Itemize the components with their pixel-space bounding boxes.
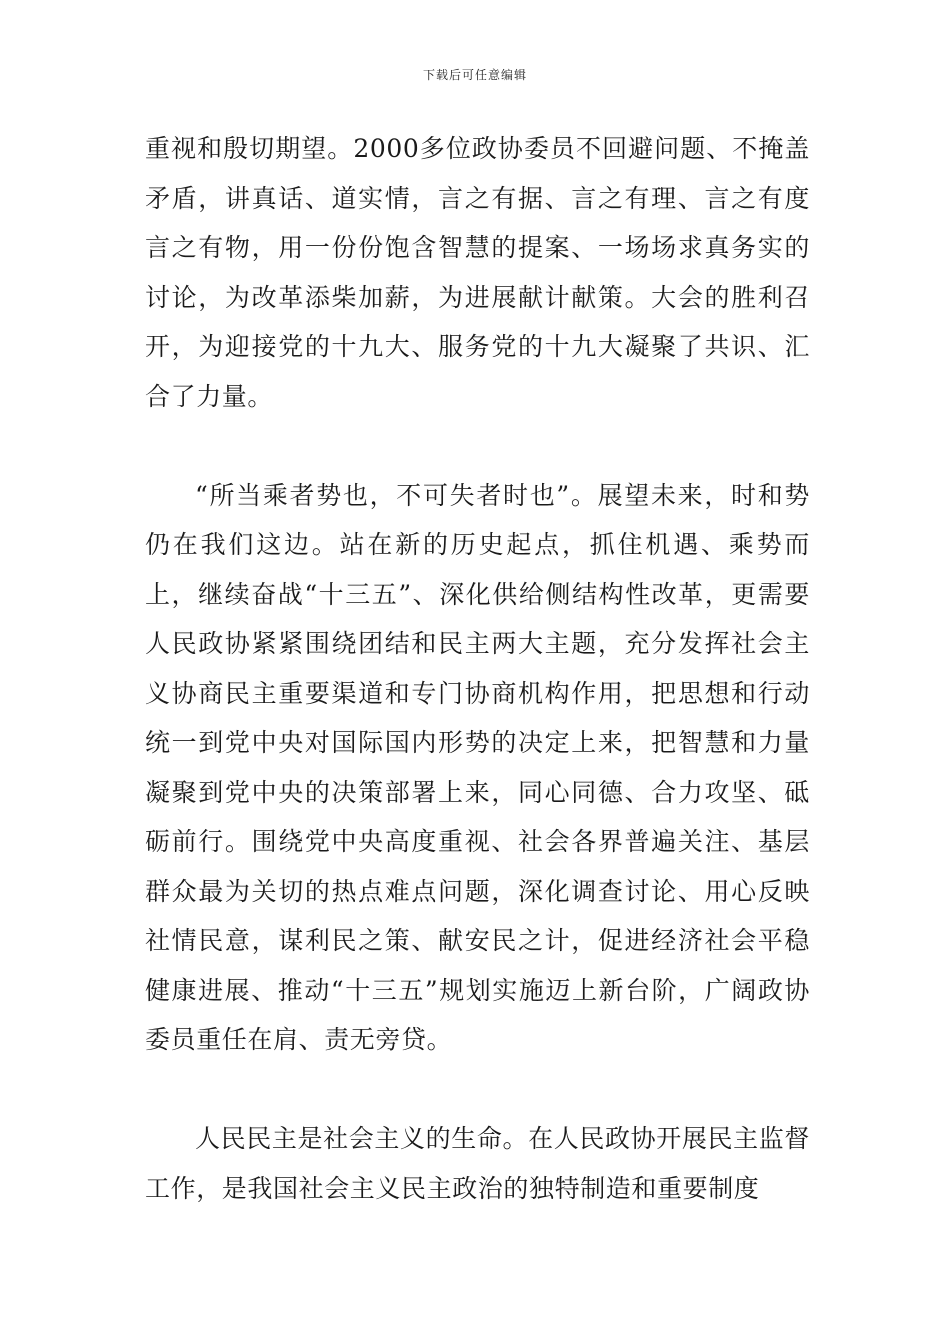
page-header-note: 下载后可任意编辑	[422, 68, 527, 82]
paragraph-spacer	[145, 1065, 810, 1115]
paragraph-outlook: “所当乘者势也，不可失者时也”。展望未来，时和势仍在我们这边。站在新的历史起点，抓住机遇、乘势而上，继续奋战“十三五”、深化供给侧结构性改革，更需要人民政协紧紧围绕团结和民主两大主题，充分发挥社会主义协商民主重要渠道和专门协商机构作用，把思想和行动统一到党中央对国际国内形势的决定上来，把智慧和力量凝聚到党中央的决策部署上来，同心同德、合力攻坚、砥砺前行。围绕党中央高度重视、社会各界普遍关注、基层群众最为关切的热点难点问题，深化调查讨论、用心反映社情民意，谋利民之策、献安民之计，促进经济社会平稳健康进展、推动“十三五”规划实施迈上新台阶，广阔政协委员重任在肩、责无旁贷。	[145, 480, 810, 1054]
paragraph-democracy: 人民民主是社会主义的生命。在人民政协开展民主监督工作，是我国社会主义民主政治的独特制造和重要制度	[145, 1124, 810, 1203]
paragraph-continued: 重视和殷切期望。2000多位政协委员不回避问题、不掩盖矛盾，讲真话、道实情，言之有据、言之有理、言之有度言之有物，用一份份饱含智慧的提案、一场场求真务实的讨论，为改革添柴加薪，为进展献计献策。大会的胜利召开，为迎接党的十九大、服务党的十九大凝聚了共识、汇合了力量。	[145, 134, 810, 411]
document-body	[145, 124, 810, 1213]
paragraph-spacer	[145, 421, 810, 471]
